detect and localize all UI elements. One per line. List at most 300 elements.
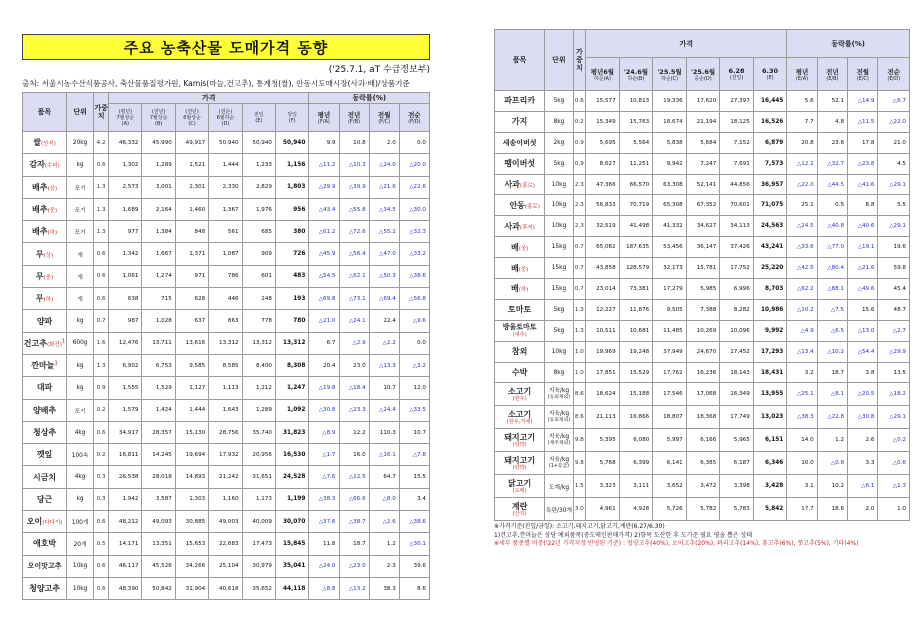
item-grade: (다다기) — [42, 520, 63, 527]
change-value: △40.6 — [848, 216, 878, 237]
price-value: 1,061 — [109, 265, 142, 287]
price-current: 13,312 — [275, 332, 308, 354]
change-value: △38.3 — [309, 488, 339, 510]
item-unit — [67, 288, 94, 310]
price-value: 15,130 — [175, 421, 208, 443]
item-name — [495, 383, 545, 406]
change-value: △0.2 — [878, 429, 910, 452]
item-weight: 1.3 — [94, 354, 109, 376]
col-sub: 전일 — [253, 111, 264, 118]
item-grade: (하) — [518, 287, 529, 294]
change-value: △30.0 — [399, 198, 429, 220]
price-value: 2,330 — [209, 176, 242, 198]
price-value: 10,269 — [686, 320, 720, 341]
item-unit — [67, 243, 94, 265]
item-name-main: 시금치 — [32, 472, 57, 482]
price-value: 12,476 — [109, 332, 142, 354]
change-value: 13.5 — [878, 362, 910, 383]
change-value: 16.0 — [339, 444, 369, 466]
price-value: 65,308 — [653, 195, 687, 216]
item-name-main: 계란 — [511, 501, 528, 511]
price-value: 3,111 — [619, 475, 653, 498]
header-ratio-r: 가중치 — [573, 30, 586, 91]
change-value: 15.6 — [848, 299, 878, 320]
item-name-main: 사과 — [504, 221, 520, 231]
item-weight: 1.3 — [573, 320, 586, 341]
item-weight: 3.0 — [573, 498, 586, 521]
price-value: 50,842 — [142, 577, 175, 599]
price-value: 16,866 — [619, 406, 653, 429]
change-value: △38.3 — [787, 406, 817, 429]
change-value: △22.8 — [817, 406, 847, 429]
col-code: (C) — [188, 120, 196, 127]
item-unit — [67, 421, 94, 443]
item-weight: 0.6 — [94, 577, 109, 599]
change-value: △14.9 — [848, 91, 878, 112]
table-row — [23, 377, 430, 399]
price-value: 15,349 — [586, 111, 620, 132]
change-value: △29.9 — [309, 176, 339, 198]
price-value: 628 — [175, 288, 208, 310]
price-value: 15,188 — [619, 383, 653, 406]
item-name — [495, 362, 545, 383]
item-unit-main: 10kg — [551, 181, 567, 188]
price-current: 71,075 — [753, 195, 787, 216]
change-value: △8.0 — [369, 488, 399, 510]
item-unit — [67, 176, 94, 198]
item-name — [495, 475, 545, 498]
table-row — [23, 488, 430, 510]
change-value: △8.1 — [817, 383, 847, 406]
change-value: 18.7 — [817, 362, 847, 383]
price-value: 11,485 — [653, 320, 687, 341]
change-value: 45.4 — [878, 279, 910, 300]
change-value: 1.2 — [369, 533, 399, 555]
change-value: 3.4 — [399, 488, 429, 510]
item-unit — [67, 198, 94, 220]
change-value: 8.6 — [399, 577, 429, 599]
item-unit-main: 지육/kg — [548, 387, 570, 394]
price-value: 17,452 — [720, 341, 754, 362]
change-value: △20.5 — [848, 383, 878, 406]
price-current: 24,528 — [275, 466, 308, 488]
item-name — [23, 466, 67, 488]
change-value: △6.1 — [848, 475, 878, 498]
change-value: △8.9 — [309, 421, 339, 443]
item-name-main: 가지 — [511, 117, 528, 127]
change-value: △0.8 — [817, 452, 847, 475]
right-change-col-header — [878, 58, 910, 91]
change-value: 3.1 — [787, 475, 817, 498]
item-weight: 0.2 — [573, 111, 586, 132]
item-unit — [545, 174, 573, 195]
price-value: 14,245 — [142, 444, 175, 466]
item-name-main: 양배추 — [32, 405, 57, 415]
price-value: 1,424 — [142, 399, 175, 421]
item-weight: 9.8 — [573, 429, 586, 452]
table-row — [23, 354, 430, 376]
change-value: △24.4 — [369, 399, 399, 421]
price-value: 3,587 — [142, 488, 175, 510]
change-value: 0.0 — [399, 132, 429, 154]
item-name — [23, 265, 67, 287]
col-main: 평년 — [795, 67, 809, 76]
change-value: △13.2 — [339, 577, 369, 599]
price-value: 17,473 — [242, 533, 275, 555]
col-main: 6.30 — [762, 67, 779, 75]
right-change-col-header — [817, 58, 847, 91]
change-value: 5.5 — [878, 195, 910, 216]
item-name — [23, 444, 67, 466]
col-main: 전순 — [887, 67, 900, 76]
price-current: 1,199 — [275, 488, 308, 510]
item-unit-main: 2kg — [553, 139, 565, 146]
col-code: (E) — [766, 75, 774, 81]
change-value: △29.1 — [878, 174, 910, 195]
item-unit — [545, 452, 573, 475]
item-name-main: 오이 — [26, 517, 43, 527]
item-name — [495, 216, 545, 237]
price-value: 1,212 — [242, 377, 275, 399]
item-unit-note: (등외제외) — [547, 417, 571, 423]
table-row — [23, 444, 430, 466]
item-unit-main: kg — [76, 318, 84, 325]
change-value: 2.6 — [848, 429, 878, 452]
price-value: 3,323 — [586, 475, 620, 498]
item-name-main: 청양고추 — [29, 584, 61, 594]
table-row — [495, 452, 910, 475]
change-value: △38.7 — [339, 511, 369, 533]
table-row — [495, 362, 910, 383]
change-value: △11.2 — [309, 154, 339, 176]
item-unit-note: (1+등급) — [548, 463, 569, 469]
item-grade: (수미) — [44, 163, 60, 170]
price-value: 18,674 — [653, 111, 687, 132]
change-value: △61.2 — [309, 221, 339, 243]
col-code: (F/D) — [408, 119, 421, 125]
change-value: △10.3 — [339, 154, 369, 176]
left-change-col-header — [339, 104, 369, 132]
price-value: 37,426 — [720, 237, 754, 258]
price-value: 22,683 — [209, 533, 242, 555]
item-unit-main: 10kg — [72, 585, 88, 592]
price-current: 16,530 — [275, 444, 308, 466]
left-price-col-header — [109, 104, 142, 132]
price-value: 6,385 — [686, 452, 720, 475]
price-value: 15,577 — [586, 91, 620, 112]
change-value: 25.1 — [787, 195, 817, 216]
change-value: △45.9 — [309, 243, 339, 265]
col-main: 전월 — [377, 111, 391, 119]
item-weight: 0.9 — [573, 153, 586, 174]
price-value: 1,579 — [109, 399, 142, 421]
change-value: △32.7 — [817, 153, 847, 174]
price-value: 1,274 — [142, 265, 175, 287]
item-unit — [545, 132, 573, 153]
item-unit-main: 개 — [77, 252, 83, 259]
price-value: 17,932 — [209, 444, 242, 466]
price-value: 5,684 — [686, 132, 720, 153]
price-value: 43,858 — [586, 258, 620, 279]
price-value: 1,942 — [109, 488, 142, 510]
col-code: (F/C) — [378, 119, 391, 125]
change-value: △54.4 — [848, 341, 878, 362]
price-value: 18,368 — [686, 406, 720, 429]
change-value: 10.7 — [369, 377, 399, 399]
change-value: △29.1 — [878, 406, 910, 429]
item-unit — [545, 429, 573, 452]
change-value: 38.3 — [369, 577, 399, 599]
change-value: △7.8 — [399, 444, 429, 466]
item-name-main: 방울토마토 — [502, 323, 537, 332]
item-unit-main: 포기 — [74, 185, 86, 192]
price-value: 73,381 — [619, 279, 653, 300]
item-unit-main: kg — [76, 384, 84, 391]
item-unit — [545, 216, 573, 237]
item-name-main: 무 — [35, 294, 44, 304]
item-weight: 0.6 — [94, 265, 109, 287]
change-value: 3.8 — [848, 362, 878, 383]
table-row — [23, 332, 430, 354]
table-row — [23, 243, 430, 265]
change-value: △23.0 — [339, 555, 369, 577]
item-unit — [545, 91, 573, 112]
right-price-col-header — [753, 58, 787, 91]
item-name-main: 배추 — [32, 205, 48, 215]
price-value: 19,969 — [586, 341, 620, 362]
item-unit — [67, 466, 94, 488]
item-name — [495, 320, 545, 341]
col-main: 평년 — [317, 111, 331, 119]
price-value: 31,904 — [175, 577, 208, 599]
price-current: 7,573 — [753, 153, 787, 174]
price-value: 41,332 — [653, 216, 687, 237]
item-unit-main: 4kg — [74, 429, 86, 436]
col-main: 전년 — [826, 67, 839, 76]
change-value: 11.8 — [309, 533, 339, 555]
item-name-main: 청상추 — [32, 428, 57, 437]
item-name-main: 감자 — [29, 160, 45, 170]
change-value: △30.1 — [399, 533, 429, 555]
item-grade: (탕박) — [512, 441, 527, 448]
table-row — [23, 154, 430, 176]
item-unit-main: 10kg — [551, 202, 567, 209]
item-weight: 1.6 — [94, 332, 109, 354]
price-value: 17,851 — [586, 362, 620, 383]
price-value: 28,018 — [142, 466, 175, 488]
price-value: 25,104 — [209, 555, 242, 577]
price-value: 65,082 — [586, 237, 620, 258]
change-value: 18.6 — [817, 498, 847, 521]
change-value: 21.0 — [878, 132, 910, 153]
change-value: △77.0 — [817, 237, 847, 258]
price-value: 47,366 — [586, 174, 620, 195]
item-name — [495, 258, 545, 279]
change-value: △33.5 — [399, 399, 429, 421]
change-value: △13.4 — [787, 341, 817, 362]
change-value: △39.9 — [339, 176, 369, 198]
left-price-col-header — [175, 104, 208, 132]
price-value: 32,519 — [586, 216, 620, 237]
price-value: 66,570 — [619, 174, 653, 195]
change-value: 5.6 — [787, 91, 817, 112]
item-unit — [67, 310, 94, 332]
item-weight: 0.6 — [94, 511, 109, 533]
item-unit — [67, 444, 94, 466]
col-main: '25.5월 — [657, 67, 682, 76]
change-value: △88.1 — [817, 279, 847, 300]
price-value: 5,838 — [653, 132, 687, 153]
change-value: △7.6 — [309, 466, 339, 488]
item-weight: 1.0 — [573, 362, 586, 383]
price-value: 1,667 — [142, 243, 175, 265]
col-sub: (전년) — [185, 108, 199, 115]
price-value: 30,979 — [242, 555, 275, 577]
item-grade: (화건) — [46, 341, 62, 348]
col-code: (F/A) — [317, 119, 330, 125]
change-value: △38.6 — [399, 511, 429, 533]
change-value: △4.9 — [787, 320, 817, 341]
change-value: 52.1 — [817, 91, 847, 112]
change-value: △16.1 — [369, 444, 399, 466]
price-value: 8,585 — [209, 354, 242, 376]
right-price-col-header — [653, 58, 687, 91]
price-value: 5,965 — [720, 429, 754, 452]
item-unit-main: 10kg — [551, 223, 567, 230]
table-row — [495, 498, 910, 521]
change-value: △54.5 — [309, 265, 339, 287]
table-row — [495, 174, 910, 195]
item-unit — [67, 265, 94, 287]
item-name-main: 팽이버섯 — [504, 159, 536, 169]
price-value: 10,681 — [619, 320, 653, 341]
price-value: 1,643 — [209, 399, 242, 421]
price-value: 4,961 — [586, 498, 620, 521]
price-value: 21,242 — [209, 466, 242, 488]
price-value: 561 — [209, 221, 242, 243]
price-value: 1,342 — [109, 243, 142, 265]
change-value: 12.0 — [399, 377, 429, 399]
price-value: 49,003 — [209, 511, 242, 533]
item-weight: 0.7 — [573, 258, 586, 279]
item-weight: 0.6 — [94, 243, 109, 265]
col-code: 하순(B) — [627, 75, 645, 82]
price-value: 15,653 — [175, 533, 208, 555]
price-value: 10,511 — [586, 320, 620, 341]
price-current: 31,823 — [275, 421, 308, 443]
price-value: 3,472 — [686, 475, 720, 498]
change-value: △9.6 — [399, 310, 429, 332]
right-price-col-header — [686, 58, 720, 91]
table-row — [23, 399, 430, 421]
item-weight: 1.3 — [94, 198, 109, 220]
left-change-col-header — [309, 104, 339, 132]
change-value: △19.8 — [309, 377, 339, 399]
item-grade: (대추) — [512, 332, 527, 339]
left-price-col-header — [242, 104, 275, 132]
price-value: 14,893 — [175, 466, 208, 488]
item-weight: 0.5 — [94, 533, 109, 555]
price-value: 34,917 — [109, 421, 142, 443]
item-weight: 0.9 — [94, 377, 109, 399]
price-value: 44,856 — [720, 174, 754, 195]
col-code: (A) — [121, 120, 129, 127]
price-current: 780 — [275, 310, 308, 332]
item-name-main: 대파 — [36, 383, 53, 393]
price-value: 715 — [142, 288, 175, 310]
change-value: 0.5 — [817, 195, 847, 216]
header-unit: 단위 — [67, 93, 94, 132]
item-unit-main: 8kg — [553, 369, 565, 376]
change-value: △44.5 — [817, 174, 847, 195]
change-value: 10.0 — [787, 452, 817, 475]
change-value: 2.3 — [369, 555, 399, 577]
item-unit — [67, 399, 94, 421]
change-value: △22.0 — [878, 111, 910, 132]
item-name-main: 새송이버섯 — [502, 138, 537, 147]
item-name-main: 사과 — [504, 180, 520, 189]
item-weight: 0.3 — [94, 466, 109, 488]
item-unit-main: 20개 — [73, 542, 87, 549]
price-value: 14,171 — [109, 533, 142, 555]
item-unit — [545, 279, 573, 300]
price-value: 6,080 — [619, 429, 653, 452]
price-value: 1,303 — [175, 488, 208, 510]
change-value: 18.7 — [339, 533, 369, 555]
price-value: 7,388 — [686, 299, 720, 320]
price-value: 5,985 — [686, 279, 720, 300]
change-value: 17.8 — [848, 132, 878, 153]
price-value: 248 — [242, 288, 275, 310]
item-weight: 2.3 — [573, 174, 586, 195]
item-unit-main: kg — [76, 362, 84, 369]
price-value: 7,247 — [686, 153, 720, 174]
price-value: 52,141 — [686, 174, 720, 195]
item-name-main: 배 — [510, 284, 519, 294]
price-value: 1,289 — [142, 154, 175, 176]
price-value: 5,726 — [653, 498, 687, 521]
item-weight: 2.3 — [573, 216, 586, 237]
change-value: △24.1 — [339, 310, 369, 332]
header-price: 가격 — [109, 93, 309, 104]
change-value: △62.2 — [787, 279, 817, 300]
item-unit — [545, 258, 573, 279]
change-value: △38.6 — [399, 265, 429, 287]
price-value: 41,498 — [619, 216, 653, 237]
change-value: △32.3 — [399, 221, 429, 243]
change-value: △24.0 — [309, 555, 339, 577]
price-current: 13,955 — [753, 383, 787, 406]
price-value: 1,087 — [209, 243, 242, 265]
price-current: 18,431 — [753, 362, 787, 383]
table-row — [23, 265, 430, 287]
price-value: 863 — [209, 310, 242, 332]
item-name — [495, 498, 545, 521]
item-grade: (중) — [518, 266, 529, 273]
item-unit-main: 15kg — [551, 244, 567, 251]
item-unit-main: 개 — [77, 274, 83, 281]
price-value: 32,173 — [653, 258, 687, 279]
left-change-col-header — [399, 104, 429, 132]
price-value: 17,546 — [653, 383, 687, 406]
price-value: 50,940 — [209, 132, 242, 154]
item-weight: 0.7 — [573, 279, 586, 300]
footnote-1: ※가격기준(전일/금일): 소고기,돼지고기,닭고기,계란(6.27/6.30) — [494, 523, 665, 531]
price-current: 8,308 — [275, 354, 308, 376]
change-value: △49.6 — [848, 279, 878, 300]
price-value: 1,555 — [109, 377, 142, 399]
item-name-main: 애호박 — [32, 539, 57, 549]
